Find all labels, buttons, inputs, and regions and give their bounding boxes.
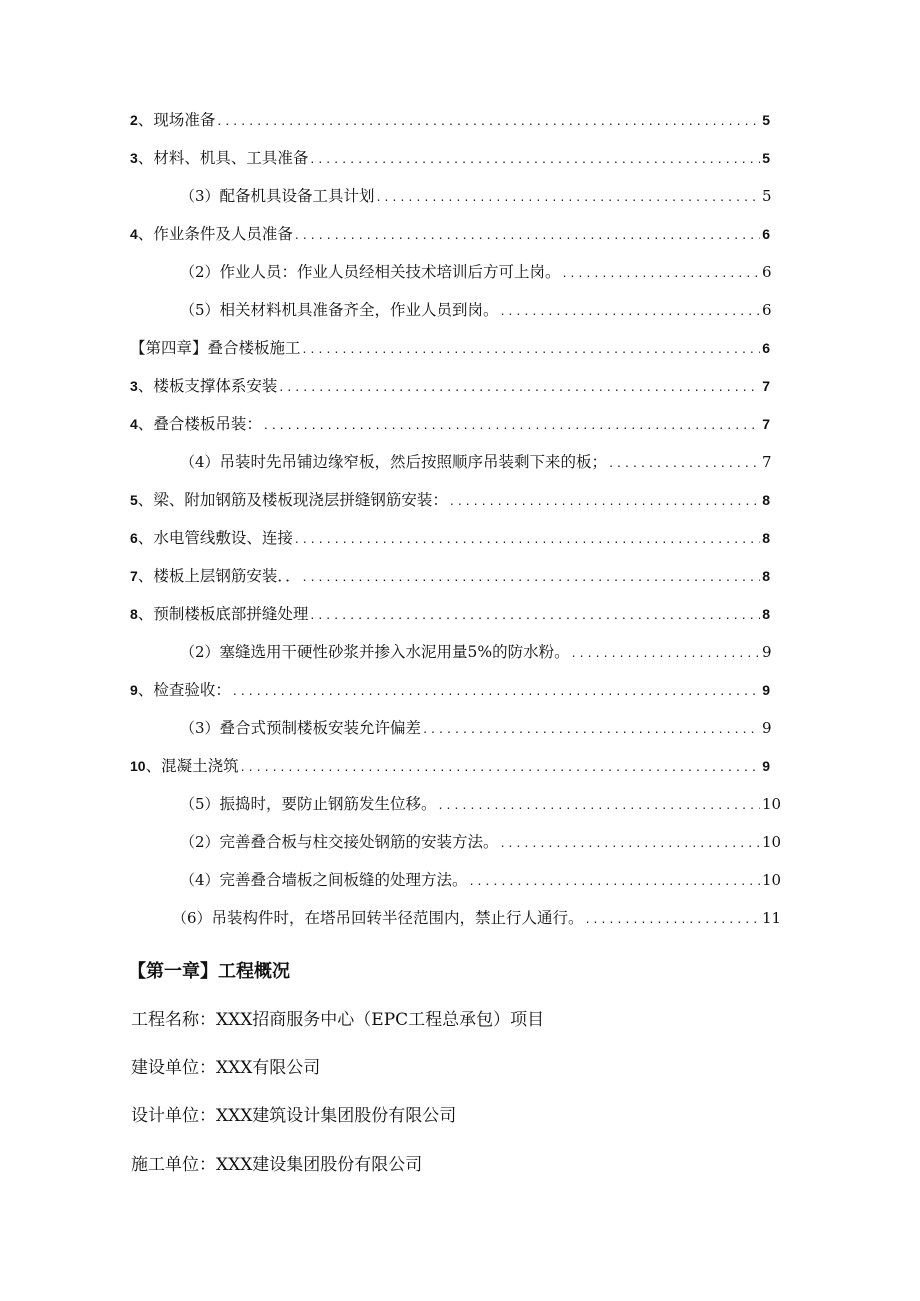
toc-page-number: 6	[762, 263, 772, 281]
toc-dot-leader	[609, 452, 760, 472]
design-unit: 设计单位：XXX建筑设计集团股份有限公司	[131, 1106, 457, 1126]
toc-page-number: 8	[762, 568, 770, 584]
toc-entry-title: 楼板支撑体系安装	[153, 377, 278, 395]
toc-entry-title: 作业人员：作业人员经相关技术培训后方可上岗。	[219, 263, 561, 281]
toc-dot-leader	[233, 680, 760, 700]
toc-entry[interactable]	[0, 778, 920, 816]
toc-entry-title: 吊装时先吊铺边缘窄板，然后按照顺序吊装剩下来的板；	[219, 453, 608, 471]
toc-entry-number: 9	[130, 682, 138, 698]
toc-entry[interactable]	[0, 626, 920, 664]
toc-entry-separator: 、	[137, 111, 154, 129]
toc-dot-leader	[217, 110, 760, 130]
toc-entry-number: 2	[130, 112, 138, 128]
toc-dot-leader	[586, 908, 760, 928]
toc-entry[interactable]	[0, 360, 920, 398]
toc-entry-separator: 、	[137, 491, 154, 509]
toc-page-number: 8	[762, 530, 770, 546]
toc-entry-title: 水电管线敷设、连接	[153, 529, 293, 547]
toc-entry-number: 10	[130, 758, 146, 774]
toc-entry-line	[130, 224, 770, 246]
toc-entry-line	[130, 148, 770, 170]
toc-entry-line	[130, 338, 770, 360]
construction-unit: 施工单位：XXX建设集团股份有限公司	[131, 1155, 423, 1175]
toc-entry-separator: 、	[137, 415, 154, 433]
toc-entry-number: （2）	[180, 643, 220, 661]
toc-dot-leader	[295, 224, 760, 244]
toc-dot-leader	[295, 528, 760, 548]
toc-entry-line	[180, 300, 770, 322]
toc-dot-leader	[303, 338, 760, 358]
toc-entry-number: （6）	[172, 909, 212, 927]
toc-entry-line	[130, 414, 770, 436]
toc-dot-leader	[310, 148, 760, 168]
toc-entry-title: 混凝土浇筑	[161, 757, 239, 775]
toc-dot-leader	[470, 870, 760, 890]
toc-entry-number: 7	[130, 568, 138, 584]
toc-entry[interactable]	[0, 550, 920, 588]
toc-entry-line	[180, 832, 782, 854]
toc-dot-leader	[563, 262, 760, 282]
toc-entry-separator: 、	[137, 149, 154, 167]
toc-page-number: 7	[762, 453, 772, 471]
toc-page-number: 10	[762, 833, 782, 851]
toc-entry-title: 叠合楼板吊装：	[153, 415, 262, 433]
toc-dot-leader	[377, 186, 760, 206]
toc-page-number: 5	[762, 150, 770, 166]
toc-entry-number: （5）	[180, 795, 220, 813]
toc-entry-title: 检查验收：	[153, 681, 231, 699]
toc-entry-number: （4）	[180, 453, 220, 471]
toc-page-number: 8	[762, 606, 770, 622]
toc-page-number: 7	[762, 378, 770, 394]
toc-entry-line	[180, 870, 782, 892]
toc-entry-number: （3）	[180, 719, 220, 737]
toc-entry-number: （2）	[180, 833, 220, 851]
toc-entry-line	[180, 642, 770, 664]
toc-entry[interactable]	[0, 132, 920, 170]
toc-entry-title: 叠合式预制楼板安装允许偏差	[219, 719, 422, 737]
toc-dot-leader	[241, 756, 760, 776]
toc-entry-title: 梁、附加钢筋及楼板现浇层拼缝钢筋安装：	[153, 491, 448, 509]
toc-entry[interactable]	[0, 170, 920, 208]
toc-entry-line	[130, 604, 770, 626]
toc-entry-number: 6	[130, 530, 138, 546]
toc-page-number: 11	[762, 909, 782, 927]
toc-entry-title: 预制楼板底部拼缝处理	[153, 605, 309, 623]
toc-entry-title: 配备机具设备工具计划	[219, 187, 375, 205]
toc-dot-leader	[264, 414, 760, 434]
toc-entry-title: 相关材料机具准备齐全，作业人员到岗。	[219, 301, 499, 319]
toc-entry-line	[130, 566, 770, 588]
toc-entry[interactable]	[0, 892, 920, 930]
toc-entry-separator: 、	[145, 757, 162, 775]
toc-entry-number: 8	[130, 606, 138, 622]
toc-entry-separator: 、	[137, 225, 154, 243]
toc-entry-title: 楼板上层钢筋安装．．	[153, 567, 301, 585]
toc-dot-leader	[501, 832, 760, 852]
toc-entry[interactable]	[0, 322, 920, 360]
toc-entry-line	[130, 528, 770, 550]
project-name: 工程名称：XXX招商服务中心（EPC工程总承包）项目	[131, 1010, 545, 1030]
toc-dot-leader	[423, 718, 760, 738]
toc-entry-title: 振捣时，要防止钢筋发生位移。	[219, 795, 437, 813]
toc-entry-number: 3	[130, 378, 138, 394]
table-of-contents	[0, 94, 920, 930]
toc-entry[interactable]	[0, 208, 920, 246]
toc-entry-line	[180, 718, 770, 740]
toc-dot-leader	[450, 490, 760, 510]
toc-entry[interactable]	[0, 588, 920, 626]
toc-dot-leader	[572, 642, 760, 662]
toc-entry-title: 材料、机具、工具准备	[153, 149, 309, 167]
toc-entry-separator: 、	[137, 681, 154, 699]
toc-entry-line	[130, 680, 770, 702]
toc-entry-line	[130, 110, 770, 132]
toc-dot-leader	[279, 376, 760, 396]
toc-entry-title: 完善叠合板与柱交接处钢筋的安装方法。	[219, 833, 499, 851]
toc-page-number: 10	[762, 795, 782, 813]
toc-entry[interactable]	[0, 854, 920, 892]
toc-entry-separator: 、	[137, 567, 154, 585]
toc-entry-separator: 、	[137, 605, 154, 623]
toc-entry-title: 作业条件及人员准备	[153, 225, 293, 243]
toc-entry-number: （4）	[180, 871, 220, 889]
toc-entry-number: 4	[130, 226, 138, 242]
toc-page-number: 9	[762, 643, 772, 661]
toc-entry-line	[172, 908, 782, 930]
toc-page-number: 9	[762, 719, 772, 737]
toc-page-number: 10	[762, 871, 782, 889]
toc-page-number: 6	[762, 301, 772, 319]
toc-entry-separator: 、	[137, 377, 154, 395]
toc-page-number: 5	[762, 187, 772, 205]
toc-entry[interactable]	[0, 436, 920, 474]
toc-entry-number: （2）	[180, 263, 220, 281]
toc-entry-number: （3）	[180, 187, 220, 205]
toc-entry-line	[130, 376, 770, 398]
toc-entry[interactable]	[0, 474, 920, 512]
toc-entry-title: 吊装构件时，在塔吊回转半径范围内，禁止行人通行。	[211, 909, 584, 927]
toc-entry-separator: 、	[137, 529, 154, 547]
chapter-heading: 【第一章】工程概况	[128, 961, 290, 982]
toc-page-number: 6	[762, 340, 770, 356]
toc-dot-leader	[303, 566, 760, 586]
toc-entry-title: 完善叠合墙板之间板缝的处理方法。	[219, 871, 468, 889]
toc-entry[interactable]	[0, 740, 920, 778]
toc-page-number: 6	[762, 226, 770, 242]
toc-entry[interactable]	[0, 94, 920, 132]
toc-entry-number: （5）	[180, 301, 220, 319]
toc-entry[interactable]	[0, 702, 920, 740]
toc-entry-line	[130, 490, 770, 512]
toc-page-number: 7	[762, 416, 770, 432]
toc-dot-leader	[310, 604, 760, 624]
toc-entry[interactable]	[0, 512, 920, 550]
toc-entry[interactable]	[0, 398, 920, 436]
toc-page-number: 9	[762, 758, 770, 774]
toc-entry-title: 现场准备	[153, 111, 216, 129]
toc-entry-line	[180, 452, 770, 474]
toc-entry[interactable]	[0, 246, 920, 284]
toc-entry[interactable]	[0, 816, 920, 854]
toc-entry-line	[180, 186, 770, 208]
toc-entry-number: 3	[130, 150, 138, 166]
toc-entry[interactable]	[0, 284, 920, 322]
toc-entry-line	[180, 262, 770, 284]
toc-dot-leader	[501, 300, 760, 320]
toc-entry[interactable]	[0, 664, 920, 702]
toc-entry-number: 5	[130, 492, 138, 508]
toc-entry-number: 4	[130, 416, 138, 432]
toc-entry-line	[180, 794, 782, 816]
toc-page-number: 8	[762, 492, 770, 508]
toc-dot-leader	[439, 794, 760, 814]
toc-page-number: 9	[762, 682, 770, 698]
toc-entry-title: 塞缝选用干硬性砂浆并掺入水泥用量5%的防水粉。	[219, 643, 570, 661]
toc-page-number: 5	[762, 112, 770, 128]
toc-entry-line	[130, 756, 770, 778]
toc-entry-title: 【第四章】叠合楼板施工	[130, 339, 301, 357]
client-unit: 建设单位：XXX有限公司	[131, 1058, 321, 1078]
